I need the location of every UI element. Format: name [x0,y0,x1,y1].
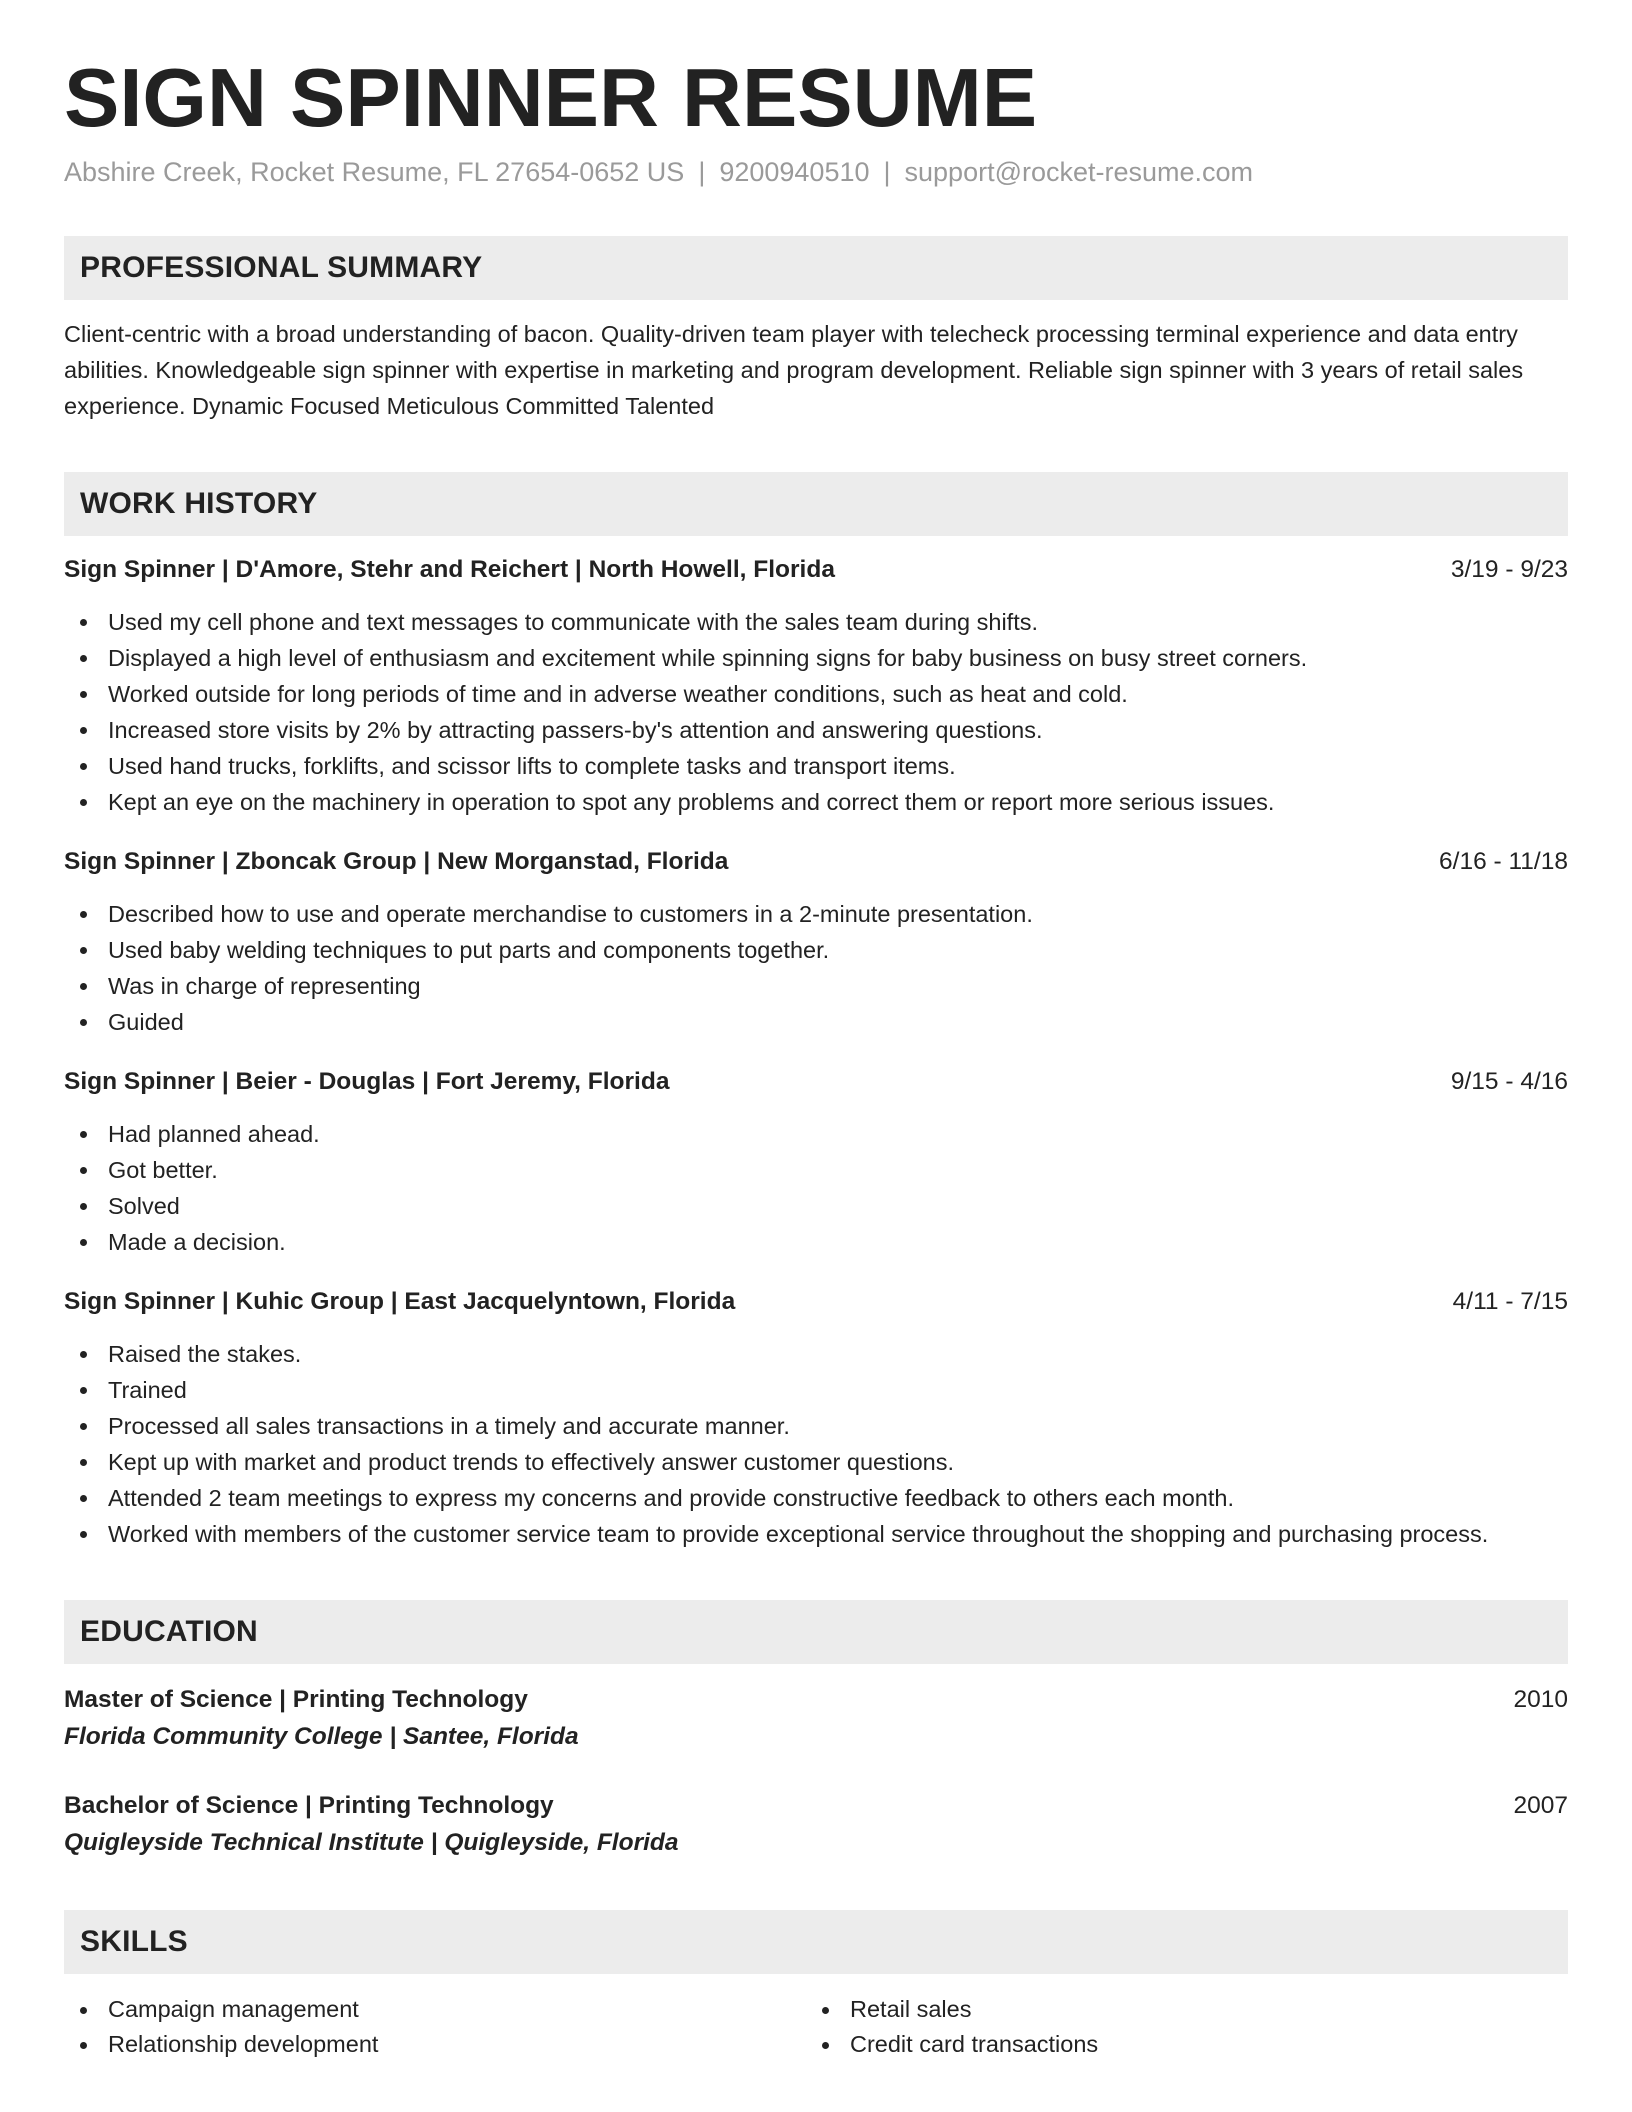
education-section-header [64,1600,1568,1664]
job-title: Sign Spinner | Beier - Douglas | Fort Jeremy, Florida [64,1068,670,1096]
skills-column-left [64,1992,806,2062]
work-section-header [64,472,1568,536]
skills-list [64,1992,1568,2062]
skill-item: Relationship development [108,2027,806,2062]
job-entry [64,844,1568,1040]
skill-item: Retail sales [850,1992,1548,2027]
education-header [64,1682,1568,1718]
skills-column-right [806,1992,1548,2062]
summary-section-header [64,236,1568,300]
job-entry [64,1064,1568,1260]
job-bullet: Guided [108,1004,1568,1040]
job-bullet: Attended 2 team meetings to express my concerns and provide constructive feedback to others each month. [108,1480,1568,1516]
contact-separator: | [883,157,891,188]
job-bullet: Got better. [108,1152,1568,1188]
contact-separator: | [698,157,706,188]
skill-item: Campaign management [108,1992,806,2027]
job-bullet: Made a decision. [108,1224,1568,1260]
resume-title: SIGN SPINNER RESUME [64,51,1038,144]
job-bullets [64,604,1568,820]
contact-address: Abshire Creek, Rocket Resume, FL 27654-0652 US [64,157,685,188]
job-bullet: Worked outside for long periods of time and in adverse weather conditions, such as heat and cold. [108,676,1568,712]
education-degree: Bachelor of Science | Printing Technology [64,1792,554,1820]
job-bullet: Displayed a high level of enthusiasm and excitement while spinning signs for baby business on busy street corners. [108,640,1568,676]
job-title: Sign Spinner | Kuhic Group | East Jacquelyntown, Florida [64,1288,736,1316]
job-header [64,1284,1568,1320]
job-bullet: Used baby welding techniques to put parts and components together. [108,932,1568,968]
job-bullet: Used my cell phone and text messages to communicate with the sales team during shifts. [108,604,1568,640]
contact-line [64,157,1568,188]
job-bullet: Trained [108,1372,1568,1408]
job-bullet: Processed all sales transactions in a timely and accurate manner. [108,1408,1568,1444]
education-entry [64,1788,1568,1862]
contact-phone: 9200940510 [719,157,870,188]
job-title: Sign Spinner | Zboncak Group | New Morganstad, Florida [64,848,729,876]
job-header [64,1064,1568,1100]
job-dates: 4/11 - 7/15 [1452,1288,1568,1316]
education-header [64,1788,1568,1824]
job-header [64,844,1568,880]
summary-heading: PROFESSIONAL SUMMARY [80,251,483,285]
job-bullet: Worked with members of the customer service team to provide exceptional service throughout the shopping and purchasing process. [108,1516,1568,1552]
contact-email: support@rocket-resume.com [904,157,1254,188]
education-year: 2007 [1513,1792,1568,1820]
job-bullet: Raised the stakes. [108,1336,1568,1372]
education-school: Quigleyside Technical Institute | Quigleyside, Florida [64,1829,679,1857]
job-bullet: Solved [108,1188,1568,1224]
job-header [64,552,1568,588]
education-school: Florida Community College | Santee, Florida [64,1723,579,1751]
job-entry [64,552,1568,820]
job-dates: 3/19 - 9/23 [1450,556,1568,584]
education-year: 2010 [1513,1686,1568,1714]
job-bullet: Had planned ahead. [108,1116,1568,1152]
job-entry [64,1284,1568,1552]
job-bullet: Was in charge of representing [108,968,1568,1004]
job-bullet: Described how to use and operate merchandise to customers in a 2-minute presentation. [108,896,1568,932]
job-bullet: Increased store visits by 2% by attracting passers-by's attention and answering questions. [108,712,1568,748]
job-dates: 9/15 - 4/16 [1450,1068,1568,1096]
job-bullet: Kept up with market and product trends to effectively answer customer questions. [108,1444,1568,1480]
summary-text: Client-centric with a broad understanding of bacon. Quality-driven team player with telecheck processing terminal experience and data entry abilities. Knowledgeable sign spinner with expertise in marketing and program development. Reliable sign spinner with 3 years of retail sales experience. Dynamic Focused Meticulous Committed Talented [64,321,1524,420]
skills-heading: SKILLS [80,1925,188,1959]
job-bullets [64,1336,1568,1552]
skills-section-header [64,1910,1568,1974]
work-heading: WORK HISTORY [80,487,318,521]
skill-item: Credit card transactions [850,2027,1548,2062]
education-degree: Master of Science | Printing Technology [64,1686,528,1714]
education-heading: EDUCATION [80,1615,258,1649]
job-title: Sign Spinner | D'Amore, Stehr and Reichert | North Howell, Florida [64,556,835,584]
job-bullets [64,896,1568,1040]
education-entry [64,1682,1568,1756]
job-bullets [64,1116,1568,1260]
job-bullet: Used hand trucks, forklifts, and scissor lifts to complete tasks and transport items. [108,748,1568,784]
job-dates: 6/16 - 11/18 [1439,848,1568,876]
job-bullet: Kept an eye on the machinery in operation to spot any problems and correct them or report more serious issues. [108,784,1568,820]
